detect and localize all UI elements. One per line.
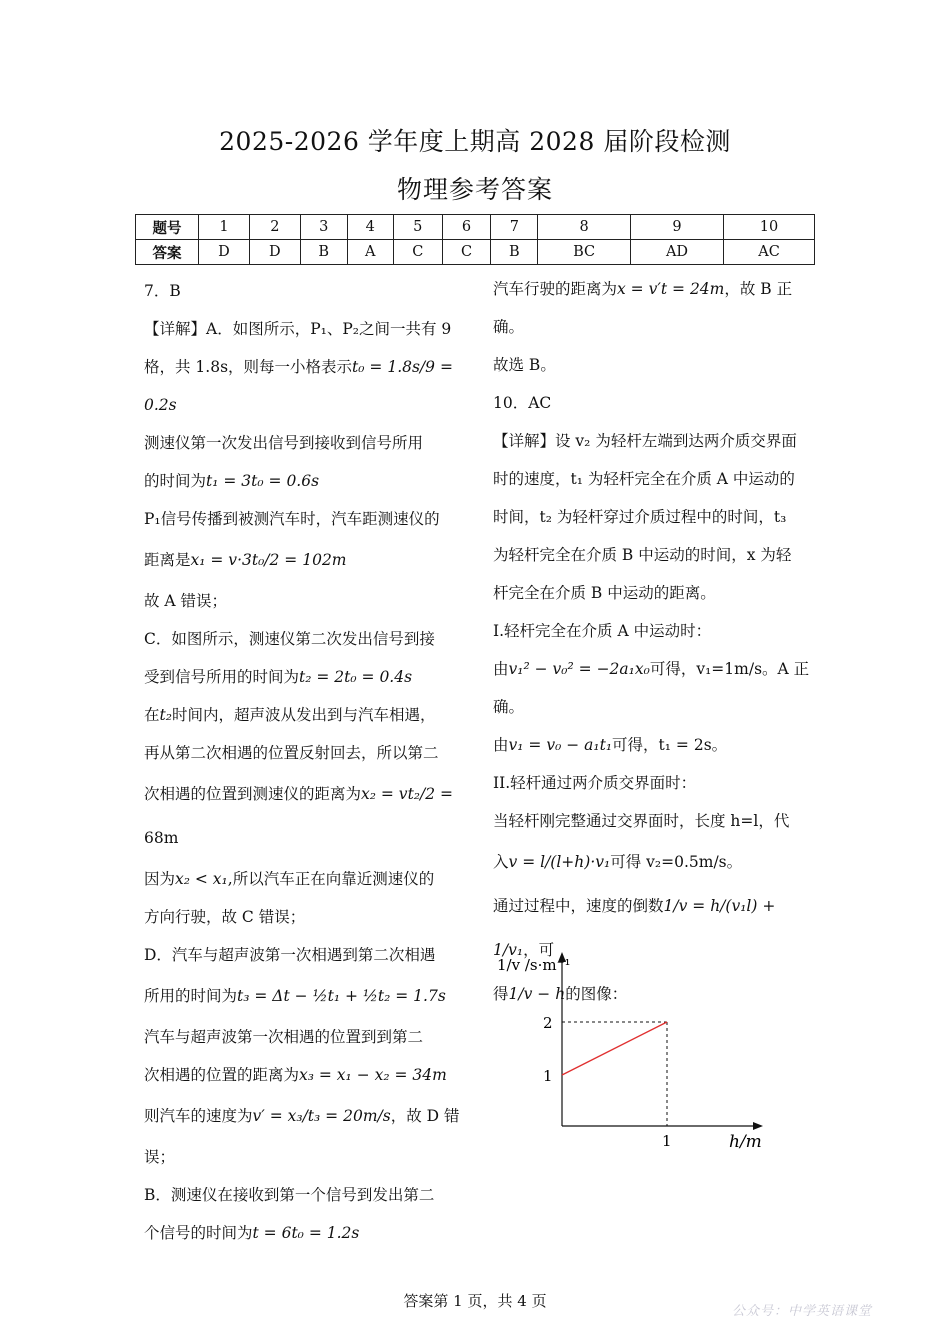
formula: v′ = x₃/t₃ = 20m/s (252, 1107, 391, 1125)
text-line: 【详解】A．如图所示，P₁、P₂之间一共有 9 (144, 320, 452, 338)
question-number-row (136, 215, 815, 240)
text-line: 再从第二次相遇的位置反射回去，所以第二 (144, 744, 439, 762)
table-cell: A (347, 240, 393, 265)
formula: t₀ = 1.8s/9 = 0.2s (144, 358, 453, 414)
text-line: 汽车行驶的距离为x = v′t = 24m，故 B 正 (493, 280, 793, 298)
table-cell: B (491, 240, 538, 265)
text-line: I.轻杆完全在介质 A 中运动时： (493, 622, 712, 640)
formula: x₃ = x₁ − x₂ = 34m (299, 1066, 447, 1084)
text-line: 测速仪第一次发出信号到接收到信号所用 (144, 434, 424, 452)
data-line (562, 1022, 667, 1075)
table-cell: 8 (538, 215, 631, 240)
left-column (144, 272, 462, 1252)
watermark: 公众号：中学英语课堂 (732, 1304, 873, 1319)
table-cell: D (249, 240, 300, 265)
text-line: D．汽车与超声波第一次相遇到第二次相遇 (144, 946, 436, 964)
table-cell: 9 (630, 215, 723, 240)
row-label: 题号 (136, 215, 199, 240)
text-line: 故 A 错误； (144, 592, 228, 610)
text-line: 当轻杆刚完整通过交界面时，长度 h=l，代 (493, 812, 790, 830)
text-line: 则汽车的速度为v′ = x₃/t₃ = 20m/s，故 D 错 (144, 1107, 460, 1125)
text-line: 所用的时间为t₃ = Δt − ½t₁ + ½t₂ = 1.7s (144, 987, 446, 1005)
table-cell: 10 (724, 215, 815, 240)
text-line: P₁信号传播到被测汽车时，汽车距测速仪的 (144, 510, 440, 528)
text-line: 格，共 1.8s，则每一小格表示t₀ = 1.8s/9 = 0.2s (144, 358, 453, 414)
formula: 1/v − h (508, 985, 566, 1003)
text-line: 的时间为t₁ = 3t₀ = 0.6s (144, 472, 320, 490)
formula: v = l/(l+h)·v₁ (508, 853, 611, 871)
text-line: 确。 (493, 318, 525, 336)
text-line: 时的速度，t₁ 为轻杆完全在介质 A 中运动的 (493, 470, 795, 488)
text-line: 7．B (144, 282, 181, 300)
text-line: 为轻杆完全在介质 B 中运动的时间，x 为轻 (493, 546, 792, 564)
text-line: 10．AC (493, 394, 552, 412)
y-axis-label: 1/v /s·m⁻¹ (497, 956, 571, 974)
row-label: 答案 (136, 240, 199, 265)
text-line: B．测速仪在接收到第一个信号到发出第二 (144, 1186, 435, 1204)
text-line: 得1/v − h的图像： (493, 985, 628, 1003)
answer-table (135, 214, 815, 265)
text-line: 【详解】设 v₂ 为轻杆左端到达两介质交界面 (493, 432, 797, 450)
table-cell: 6 (442, 215, 491, 240)
formula: t = 6t₀ = 1.2s (252, 1224, 360, 1242)
table-cell: AD (630, 240, 723, 265)
text-line: 距离是x₁ = v·3t₀/2 = 102m (144, 551, 347, 569)
table-cell: C (393, 240, 442, 265)
page-footer: 答案第 1 页，共 4 页 (403, 1292, 547, 1310)
text-line: C．如图所示，测速仪第二次发出信号到接 (144, 630, 435, 648)
inverse-velocity-graph (495, 940, 795, 1160)
text-line: 在t₂时间内，超声波从发出到与汽车相遇， (144, 706, 436, 724)
table-cell: 5 (393, 215, 442, 240)
x-axis-label: h/m (729, 1132, 762, 1152)
text-line: 时间，t₂ 为轻杆穿过介质过程中的时间，t₃ (493, 508, 787, 526)
table-cell: AC (724, 240, 815, 265)
table-cell: 4 (347, 215, 393, 240)
formula: v₁ = v₀ − a₁t₁ (508, 736, 613, 754)
text-line: 方向行驶，故 C 错误； (144, 908, 306, 926)
y-tick-2: 2 (543, 1014, 553, 1032)
text-line: 杆完全在介质 B 中运动的距离。 (493, 584, 716, 602)
formula: x = v′t = 24m (617, 280, 725, 298)
text-line: 次相遇的位置到测速仪的距离为x₂ = vt₂/2 = (144, 785, 454, 803)
table-cell: D (199, 240, 250, 265)
x-tick-1: 1 (662, 1132, 672, 1150)
formula: t₃ = Δt − ½t₁ + ½t₂ = 1.7s (237, 987, 446, 1005)
formula: x₁ = v·3t₀/2 = 102m (190, 551, 347, 569)
text-line: 汽车与超声波第一次相遇的位置到到第二 (144, 1028, 424, 1046)
y-tick-1: 1 (543, 1067, 553, 1085)
formula: t₂ = 2t₀ = 0.4s (299, 668, 413, 686)
table-cell: 1 (199, 215, 250, 240)
table-cell: 3 (300, 215, 347, 240)
text-line: 故选 B。 (493, 356, 556, 374)
x-axis-arrow (753, 1122, 763, 1130)
page-title: 2025-2026 学年度上期高 2028 届阶段检测 (219, 127, 731, 156)
text-line: 通过过程中，速度的倒数1/v = h/(v₁l) + 1/v₁，可 (493, 897, 776, 959)
formula: 1/v = h/(v₁l) + 1/v₁ (493, 897, 776, 959)
text-line: 由v₁² − v₀² = −2a₁x₀可得，v₁=1m/s。A 正确。 (493, 660, 810, 716)
page-subtitle: 物理参考答案 (396, 175, 553, 204)
formula: t₁ = 3t₀ = 0.6s (206, 472, 320, 490)
text-line: 因为x₂ < x₁,所以汽车正在向靠近测速仪的 (144, 870, 435, 888)
table-cell: 2 (249, 215, 300, 240)
text-line: 入v = l/(l+h)·v₁可得 v₂=0.5m/s。 (493, 853, 743, 871)
text-line: 误； (144, 1148, 176, 1166)
table-cell: C (442, 240, 491, 265)
text-line: 由v₁ = v₀ − a₁t₁可得，t₁ = 2s。 (493, 736, 728, 754)
formula: x₂ < x₁ (175, 870, 228, 888)
text-line: II.轻杆通过两介质交界面时： (493, 774, 697, 792)
table-cell: BC (538, 240, 631, 265)
formula: x₂ = vt₂/2 = (361, 785, 454, 803)
text-line: 次相遇的位置的距离为x₃ = x₁ − x₂ = 34m (144, 1066, 447, 1084)
text-line: 受到信号所用的时间为t₂ = 2t₀ = 0.4s (144, 668, 413, 686)
formula: v₁² − v₀² = −2a₁x₀ (508, 660, 650, 678)
formula: t₂ (159, 706, 172, 724)
table-cell: B (300, 240, 347, 265)
answer-row (136, 240, 815, 265)
text-line: 个信号的时间为t = 6t₀ = 1.2s (144, 1224, 360, 1242)
table-cell: 7 (491, 215, 538, 240)
text-line: 68m (144, 829, 179, 847)
right-column (493, 270, 815, 1016)
